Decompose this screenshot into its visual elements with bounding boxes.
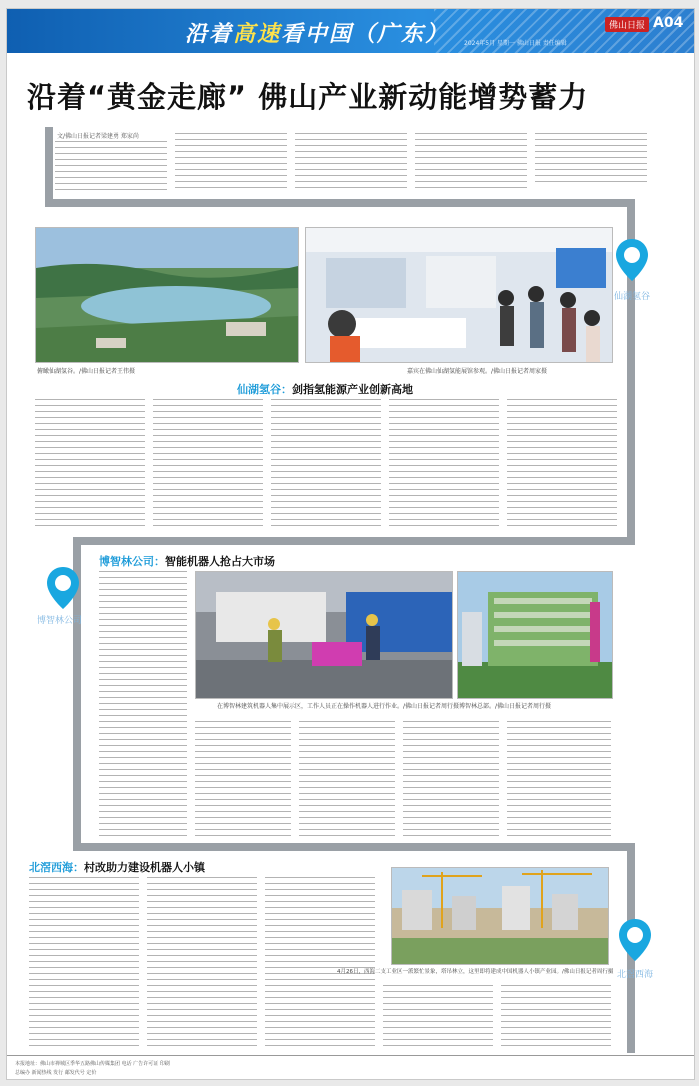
xianhu-text-col-3 — [271, 399, 381, 529]
bozhilin-text-col-5 — [507, 721, 611, 839]
pin-label-xianhu: 仙湖氢谷 — [614, 292, 651, 302]
header-band — [7, 9, 694, 53]
map-pin-icon — [45, 565, 81, 611]
header-meta-line1: 2024年5月 星期一 佛山日报 责任编辑 — [464, 40, 567, 47]
bozhilin-text-col-1 — [99, 571, 187, 839]
bozhilin-text-col-3 — [299, 721, 395, 839]
header-meta-line2 — [626, 43, 686, 52]
photo-construction-site-art — [392, 868, 608, 964]
section-place-bozhilin: 博智林公司： — [99, 555, 165, 568]
caption-bozhilin-hq: 博智林总部。/佛山日报记者周行摄 — [459, 703, 552, 710]
xianhu-text-col-4 — [389, 399, 499, 529]
newspaper-page — [6, 8, 695, 1080]
road-path-left — [45, 127, 53, 201]
pin-label-bozhilin: 博智林公司 — [37, 616, 83, 626]
footer-line-1: 本报地址：佛山市禅城区季华五路佛山传媒集团 电话 广告许可证 印刷 — [15, 1061, 170, 1067]
xianhu-text-col-1 — [35, 399, 145, 529]
xianhu-text-col-2 — [153, 399, 263, 529]
location-pin-xianhu — [614, 237, 650, 283]
caption-hydrogen-exhibit: 嘉宾在佛山仙湖氢能展馆参观。/佛山日报记者周家摄 — [407, 368, 548, 375]
column-title-suffix: 看中国（广东） — [281, 21, 450, 47]
article-byline: 文/佛山日报记者梁建勇 郑家尚 — [57, 133, 139, 140]
lead-text-col-4 — [415, 133, 527, 193]
section-title-xianhu: 剑指氢能源产业创新高地 — [292, 383, 413, 396]
section-title-beijiao: 村改助力建设机器人小镇 — [84, 861, 205, 874]
column-title-highlight: 高速 — [233, 21, 282, 47]
lead-text-col-2 — [175, 133, 287, 193]
bozhilin-text-col-4 — [403, 721, 499, 839]
caption-construction-site: 4月26日，西海二支工业区一派繁忙景象，塔吊林立，这里即将建成中国机器人小镇产业园。/佛山日报记者周行摄 — [337, 969, 614, 975]
caption-robot-demo: 在博智林建筑机器人集中展示区，工作人员正在操作机器人进行作业。/佛山日报记者周行摄 — [217, 703, 460, 710]
location-pin-bozhilin — [45, 565, 81, 611]
section-heading-xianhu — [237, 381, 413, 397]
beijiao-text-col-2 — [147, 877, 257, 1047]
paper-logo: 佛山日报 — [605, 17, 649, 32]
photo-hydrogen-exhibit-art — [306, 228, 612, 362]
page-footer — [7, 1055, 694, 1080]
section-heading-bozhilin — [99, 553, 275, 569]
location-pin-beijiao — [617, 917, 653, 963]
section-heading-beijiao — [29, 859, 205, 875]
lead-text-col-5 — [535, 133, 647, 185]
beijiao-text-col-3 — [265, 877, 375, 1047]
photo-hydrogen-exhibit — [305, 227, 613, 363]
map-pin-icon — [614, 237, 650, 283]
road-path-mid — [73, 537, 635, 545]
article-headline: 沿着“黄金走廊” 佛山产业新动能增势蓄力 — [27, 80, 589, 114]
section-place-xianhu: 仙湖氢谷： — [237, 383, 292, 396]
road-path-top — [45, 199, 635, 207]
column-title-prefix: 沿着 — [185, 21, 234, 47]
footer-line-2: 总编办 新闻热线 发行 邮发代号 定价 — [15, 1070, 97, 1076]
beijiao-text-col-4 — [383, 985, 493, 1047]
beijiao-text-col-1 — [29, 877, 139, 1047]
photo-robot-demo — [195, 571, 453, 699]
photo-bozhilin-hq — [457, 571, 613, 699]
lead-text-col-1 — [55, 141, 167, 193]
map-pin-icon — [617, 917, 653, 963]
section-title-bozhilin: 智能机器人抢占大市场 — [165, 555, 275, 568]
bozhilin-text-col-2 — [195, 721, 291, 839]
photo-xianhu-aerial — [35, 227, 299, 363]
section-place-beijiao: 北滘西海： — [29, 861, 84, 874]
column-title — [185, 17, 449, 48]
xianhu-text-col-5 — [507, 399, 617, 529]
pin-label-beijiao: 北滘西海 — [617, 970, 654, 980]
caption-xianhu-aerial: 俯瞰仙湖氢谷。/佛山日报记者王伟摄 — [37, 368, 136, 375]
beijiao-text-col-5 — [501, 985, 611, 1047]
photo-construction-site — [391, 867, 609, 965]
header-meta — [464, 39, 634, 48]
photo-bozhilin-hq-art — [458, 572, 612, 698]
page-number: A04 — [653, 15, 684, 31]
road-path-low — [73, 843, 635, 851]
photo-xianhu-aerial-art — [36, 228, 298, 362]
lead-text-col-3 — [295, 133, 407, 193]
photo-robot-demo-art — [196, 572, 452, 698]
